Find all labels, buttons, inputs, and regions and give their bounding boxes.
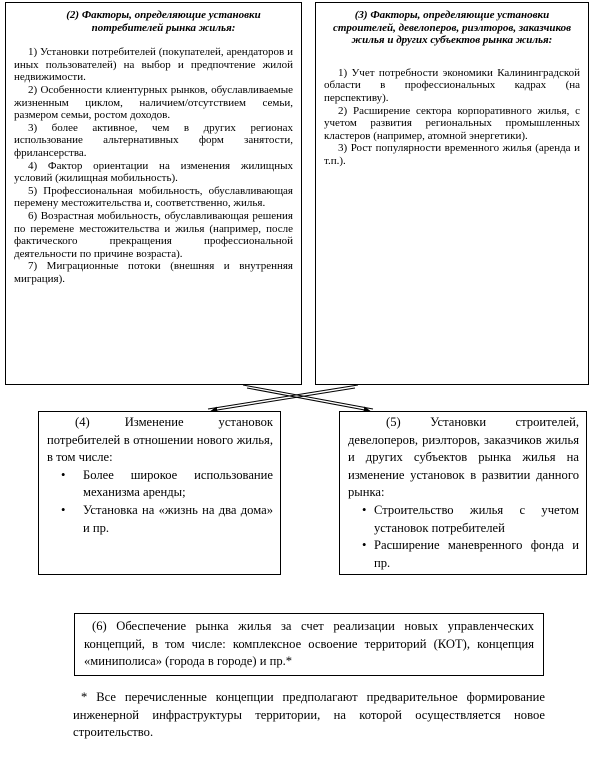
list-item: • Установка на «жизнь на два дома» и пр. bbox=[47, 502, 273, 537]
list-item: 1) Установки потребителей (покупателей, арендаторов и иных пользователей) на выбор и предпочтение жилой недвижимости. bbox=[14, 46, 293, 84]
list-item: 5) Профессиональная мобильность, обуславливающая перемену местожительства и, соответственно, жилья. bbox=[14, 184, 293, 210]
arrow-to-box-4 bbox=[208, 385, 358, 411]
list-item: 3) Рост популярности временного жилья (аренда и т.п.). bbox=[324, 142, 580, 167]
box-developer-factors-title: (3) Факторы, определяющие установки строителей, девелоперов, риэлторов, заказчиков жилья и других субъектов рынка жилья: bbox=[332, 9, 572, 47]
box-developer-changes-intro: (5) Установки строителей, девелоперов, риэлторов, заказчиков жилья и других субъектов рынка жилья на изменение установок в развитии данного рынка: bbox=[348, 415, 579, 500]
list-item: • Расширение маневренного фонда и пр. bbox=[348, 537, 579, 572]
box-consumer-factors-title: (2) Факторы, определяющие установки потребителей рынка жилья: bbox=[66, 9, 261, 34]
list-item: 1) Учет потребности экономики Калининградской области в профессиональных кадрах (на перспективу). bbox=[324, 66, 580, 104]
list-item: 4) Фактор ориентации на изменения жилищных условий (жилищная мобильность). bbox=[14, 159, 293, 185]
list-item: 3) более активное, чем в других регионах использование альтернативных форм занятости, фрилансерства. bbox=[14, 121, 293, 159]
box-developer-changes bbox=[339, 411, 587, 575]
box-consumer-changes-intro: (4) Изменение установок потребителей в отношении нового жилья, в том числе: bbox=[47, 415, 273, 465]
list-item: 7) Миграционные потоки (внешняя и внутренняя миграция). bbox=[14, 260, 293, 285]
bullet-icon: • bbox=[362, 538, 367, 553]
box-management-concepts-text: (6) Обеспечение рынка жилья за счет реализации новых управленческих концепций, в том числе: комплексное освоение территорий (КОТ), концепция «миниполиса» (города в городе) и пр.* bbox=[84, 619, 534, 669]
bullet-icon: • bbox=[61, 502, 66, 517]
list-item: • Строительство жилья с учетом установок потребителей bbox=[348, 502, 579, 537]
box-consumer-changes bbox=[38, 411, 281, 575]
bullet-icon: • bbox=[61, 467, 66, 482]
list-item: 6) Возрастная мобильность, обуславливающая решения по перемене местожительства и жилья (например, после фактического прекращения профессиональной деятельности по причине возраста). bbox=[14, 209, 293, 260]
list-item: 2) Расширение сектора корпоративного жилья, с учетом развития региональных промышленных кластеров (например, атомной энергетики). bbox=[324, 104, 580, 142]
footnote: * Все перечисленные концепции предполагают предварительное формирование инженерной инфраструктуры территории, на которой осуществляется новое строительство. bbox=[73, 690, 545, 740]
box-management-concepts bbox=[74, 613, 544, 676]
arrow-to-box-5 bbox=[243, 385, 373, 411]
list-item: 2) Особенности клиентурных рынков, обуславливаемые жизненным циклом, наличием/отсутствием семьи, размером семьи, ростом доходов. bbox=[14, 83, 293, 122]
list-item: • Более широкое использование механизма аренды; bbox=[47, 467, 273, 502]
bullet-icon: • bbox=[362, 502, 367, 517]
